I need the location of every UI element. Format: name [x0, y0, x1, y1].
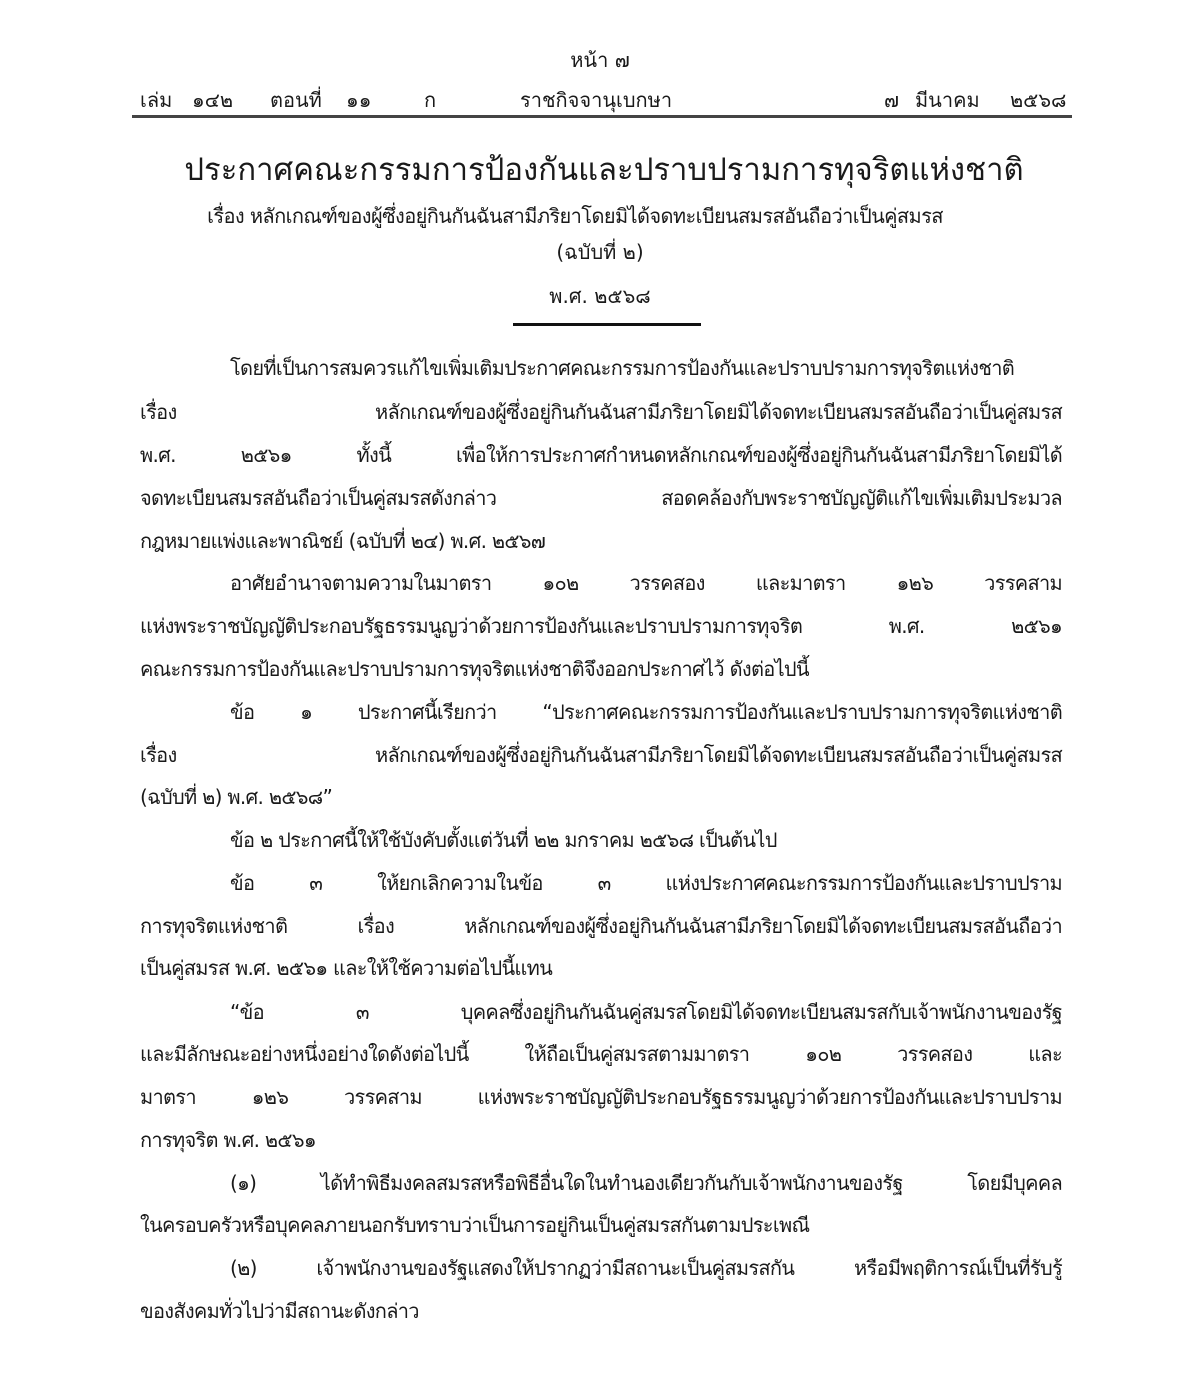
announcement-edition: (ฉบับที่ ๒): [556, 240, 644, 264]
date-day: ๗: [884, 88, 900, 112]
page-number: หน้า ๗: [570, 48, 630, 72]
body-line: ข้อ ๓ ให้ยกเลิกความในข้อ ๓ แห่งประกาศคณะกรรมการป้องกันและปราบปราม: [230, 871, 1062, 895]
body-line: มาตรา ๑๒๖ วรรคสาม แห่งพระราชบัญญัติประกอบรัฐธรรมนูญว่าด้วยการป้องกันและปราบปราม: [140, 1085, 1062, 1109]
gazette-header-row: [140, 84, 1070, 112]
body-line: การทุจริตแห่งชาติ เรื่อง หลักเกณฑ์ของผู้ซึ่งอยู่กินกันฉันสามีภริยาโดยมิได้จดทะเบียนสมรสอันถือว่า: [140, 914, 1062, 938]
announcement-title: ประกาศคณะกรรมการป้องกันและปราบปรามการทุจริตแห่งชาติ: [184, 152, 1024, 188]
section-number: ๑๑: [346, 88, 372, 112]
body-line: แห่งพระราชบัญญัติประกอบรัฐธรรมนูญว่าด้วยการป้องกันและปราบปรามการทุจริต พ.ศ. ๒๕๖๑: [140, 614, 1062, 638]
announcement-subject: เรื่อง หลักเกณฑ์ของผู้ซึ่งอยู่กินกันฉันสามีภริยาโดยมิได้จดทะเบียนสมรสอันถือว่าเป็นคู่สมรส: [207, 204, 943, 228]
section-label: ตอนที่: [270, 88, 322, 112]
body-line: ในครอบครัวหรือบุคคลภายนอกรับทราบว่าเป็นการอยู่กินเป็นคู่สมรสกันตามประเพณี: [140, 1213, 810, 1237]
body-line: เป็นคู่สมรส พ.ศ. ๒๕๖๑ และให้ใช้ความต่อไปนี้แทน: [140, 956, 553, 980]
body-line: คณะกรรมการป้องกันและปราบปรามการทุจริตแห่งชาติจึงออกประกาศไว้ ดังต่อไปนี้: [140, 657, 809, 681]
body-line: โดยที่เป็นการสมควรแก้ไขเพิ่มเติมประกาศคณะกรรมการป้องกันและปราบปรามการทุจริตแห่งชาติ: [230, 356, 1015, 380]
body-line: (๑) ได้ทำพิธีมงคลสมรสหรือพิธีอื่นใดในทำนองเดียวกันกับเจ้าพนักงานของรัฐ โดยมีบุคคล: [230, 1171, 1062, 1195]
body-line: จดทะเบียนสมรสอันถือว่าเป็นคู่สมรสดังกล่าว สอดคล้องกับพระราชบัญญัติแก้ไขเพิ่มเติมประมวล: [140, 486, 1062, 510]
body-line: ข้อ ๑ ประกาศนี้เรียกว่า “ประกาศคณะกรรมการป้องกันและปราบปรามการทุจริตแห่งชาติ: [230, 700, 1062, 724]
body-line: พ.ศ. ๒๕๖๑ ทั้งนี้ เพื่อให้การประกาศกำหนดหลักเกณฑ์ของผู้ซึ่งอยู่กินกันฉันสามีภริยาโดยมิได้: [140, 443, 1062, 467]
body-line: และมีลักษณะอย่างหนึ่งอย่างใดดังต่อไปนี้ ให้ถือเป็นคู่สมรสตามมาตรา ๑๐๒ วรรคสอง และ: [140, 1042, 1062, 1066]
volume-number: ๑๔๒: [192, 88, 234, 112]
body-line: กฎหมายแพ่งและพาณิชย์ (ฉบับที่ ๒๔) พ.ศ. ๒๕๖๗: [140, 529, 546, 553]
body-line: (ฉบับที่ ๒) พ.ศ. ๒๕๖๘”: [140, 785, 333, 809]
body-line: (๒) เจ้าพนักงานของรัฐแสดงให้ปรากฏว่ามีสถานะเป็นคู่สมรสกัน หรือมีพฤติการณ์เป็นที่รับรู้: [230, 1256, 1062, 1280]
header-divider: [132, 115, 1072, 118]
announcement-year: พ.ศ. ๒๕๖๘: [549, 284, 651, 308]
body-line: อาศัยอำนาจตามความในมาตรา ๑๐๒ วรรคสอง และมาตรา ๑๒๖ วรรคสาม: [230, 571, 1062, 595]
date-month: มีนาคม: [915, 88, 980, 112]
section-type: ก: [424, 88, 437, 112]
body-line: “ข้อ ๓ บุคคลซึ่งอยู่กินกันฉันคู่สมรสโดยมิได้จดทะเบียนสมรสกับเจ้าพนักงานของรัฐ: [230, 1000, 1062, 1024]
body-line: การทุจริต พ.ศ. ๒๕๖๑: [140, 1128, 316, 1152]
date-year: ๒๕๖๘: [1010, 88, 1067, 112]
title-divider: [513, 323, 701, 326]
body-line: เรื่อง หลักเกณฑ์ของผู้ซึ่งอยู่กินกันฉันสามีภริยาโดยมิได้จดทะเบียนสมรสอันถือว่าเป็นคู่สมรส: [140, 400, 1062, 424]
publication-name: ราชกิจจานุเบกษา: [520, 88, 673, 112]
volume-label: เล่ม: [140, 88, 173, 112]
body-line: ของสังคมทั่วไปว่ามีสถานะดังกล่าว: [140, 1299, 419, 1323]
body-line: ข้อ ๒ ประกาศนี้ให้ใช้บังคับตั้งแต่วันที่ ๒๒ มกราคม ๒๕๖๘ เป็นต้นไป: [230, 828, 777, 852]
body-line: เรื่อง หลักเกณฑ์ของผู้ซึ่งอยู่กินกันฉันสามีภริยาโดยมิได้จดทะเบียนสมรสอันถือว่าเป็นคู่สมรส: [140, 743, 1062, 767]
